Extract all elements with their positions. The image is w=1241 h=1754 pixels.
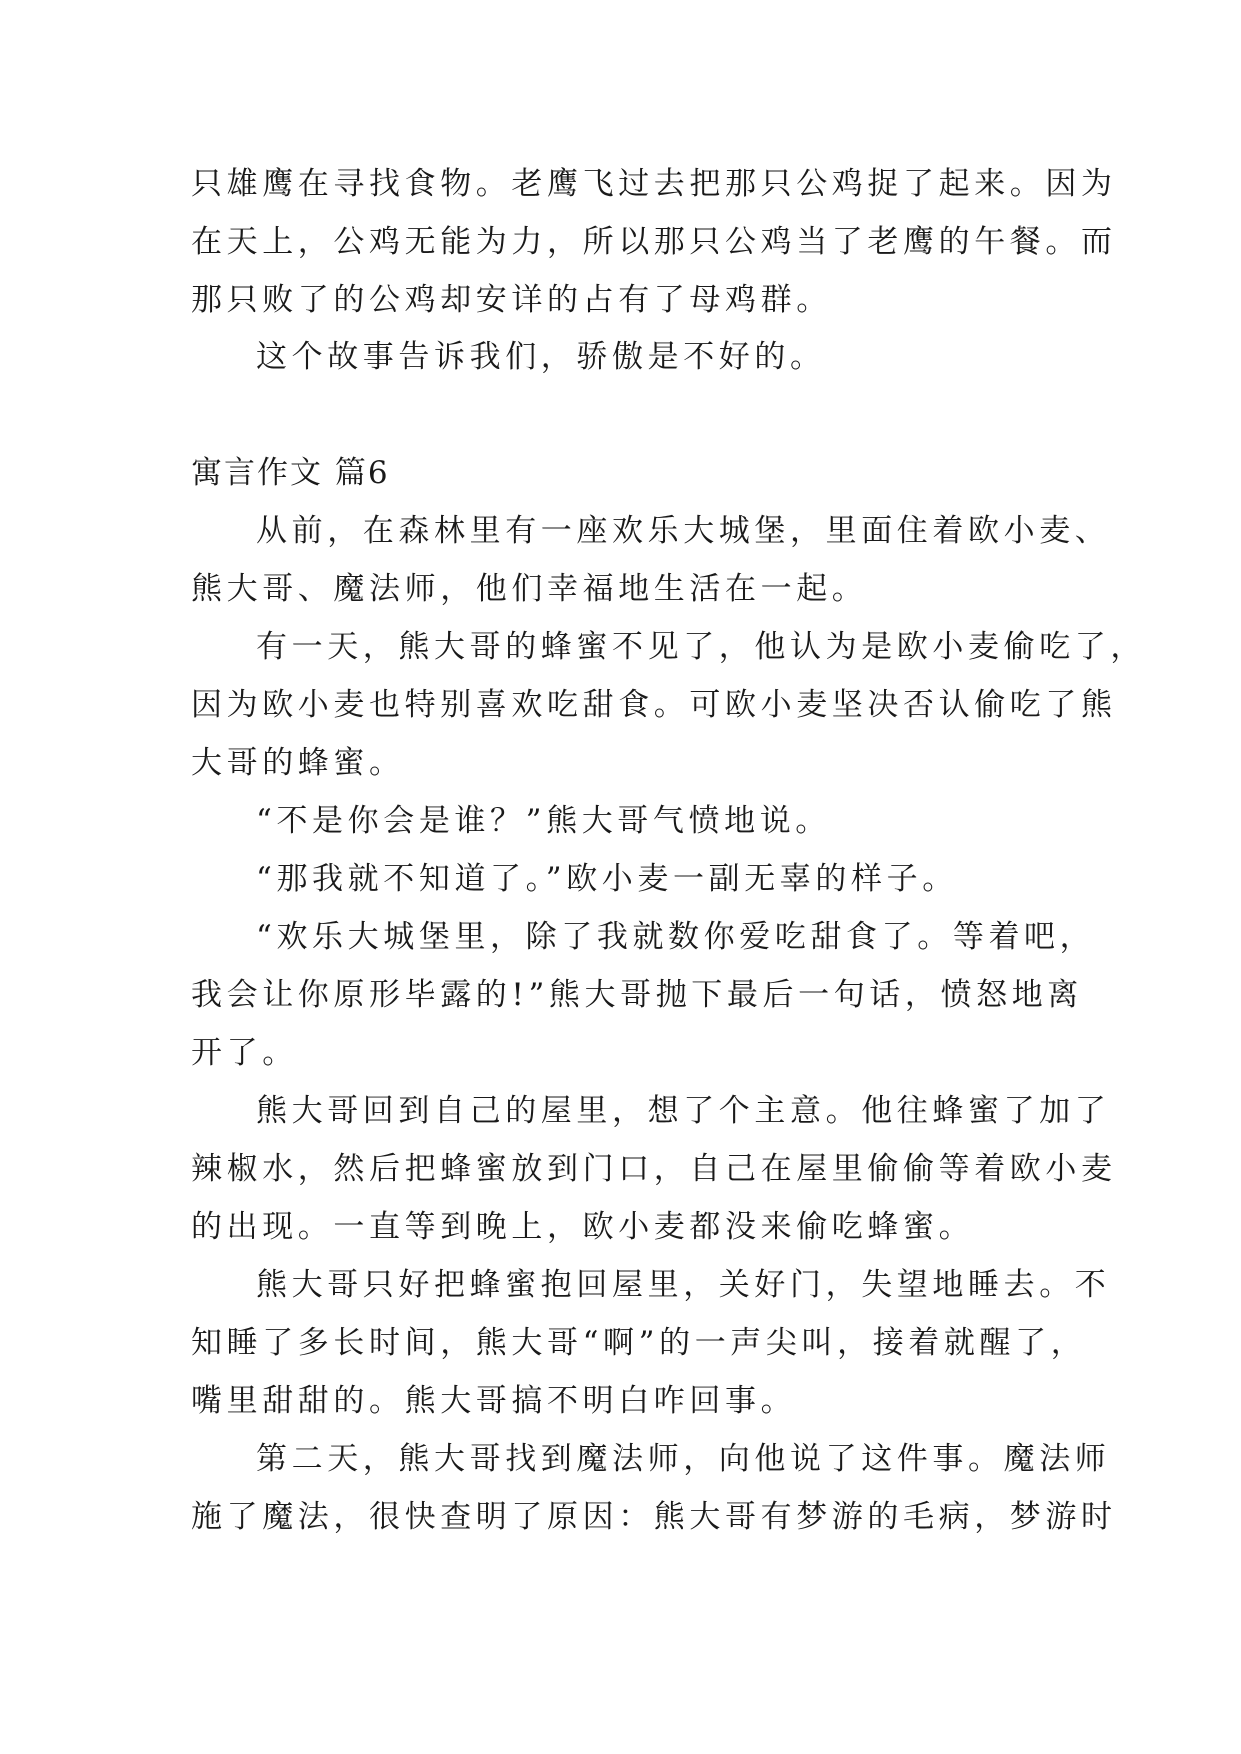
- paragraph-line: “不是你会是谁？”熊大哥气愤地说。: [256, 803, 831, 839]
- paragraph-line: 大哥的蜂蜜。: [191, 745, 405, 781]
- section-title: 寓言作文 篇6: [191, 455, 390, 491]
- paragraph-line: 知睡了多长时间，熊大哥“啊”的一声尖叫，接着就醒了，: [191, 1325, 1087, 1361]
- paragraph-line: 从前，在森林里有一座欢乐大城堡，里面住着欧小麦、: [256, 513, 1111, 549]
- paragraph-line: “欢乐大城堡里，除了我就数你爱吃甜食了。等着吧，: [256, 919, 1096, 955]
- paragraph-line: 只雄鹰在寻找食物。老鹰飞过去把那只公鸡捉了起来。因为: [191, 166, 1117, 202]
- paragraph-line: 开了。: [191, 1035, 298, 1071]
- paragraph-line: 熊大哥只好把蜂蜜抱回屋里，关好门，失望地睡去。不: [256, 1267, 1111, 1303]
- paragraph-line: 我会让你原形毕露的!”熊大哥抛下最后一句话，愤怒地离: [191, 977, 1083, 1013]
- paragraph-line: 这个故事告诉我们，骄傲是不好的。: [256, 339, 826, 375]
- paragraph-line: 熊大哥、魔法师，他们幸福地生活在一起。: [191, 571, 868, 607]
- paragraph-line: 施了魔法，很快查明了原因：熊大哥有梦游的毛病，梦游时: [191, 1499, 1117, 1535]
- paragraph-line: 那只败了的公鸡却安详的占有了母鸡群。: [191, 282, 832, 318]
- paragraph-line: 有一天，熊大哥的蜂蜜不见了，他认为是欧小麦偷吃了，: [256, 629, 1146, 665]
- paragraph-line: 的出现。一直等到晚上，欧小麦都没来偷吃蜂蜜。: [191, 1209, 975, 1245]
- paragraph-line: 辣椒水，然后把蜂蜜放到门口，自己在屋里偷偷等着欧小麦: [191, 1151, 1117, 1187]
- paragraph-line: 第二天，熊大哥找到魔法师，向他说了这件事。魔法师: [256, 1441, 1111, 1477]
- paragraph-line: 在天上，公鸡无能为力，所以那只公鸡当了老鹰的午餐。而: [191, 224, 1117, 260]
- paragraph-line: “那我就不知道了。”欧小麦一副无辜的样子。: [256, 861, 958, 897]
- paragraph-line: 因为欧小麦也特别喜欢吃甜食。可欧小麦坚决否认偷吃了熊: [191, 687, 1117, 723]
- paragraph-line: 熊大哥回到自己的屋里，想了个主意。他往蜂蜜了加了: [256, 1093, 1111, 1129]
- paragraph-line: 嘴里甜甜的。熊大哥搞不明白咋回事。: [191, 1383, 797, 1419]
